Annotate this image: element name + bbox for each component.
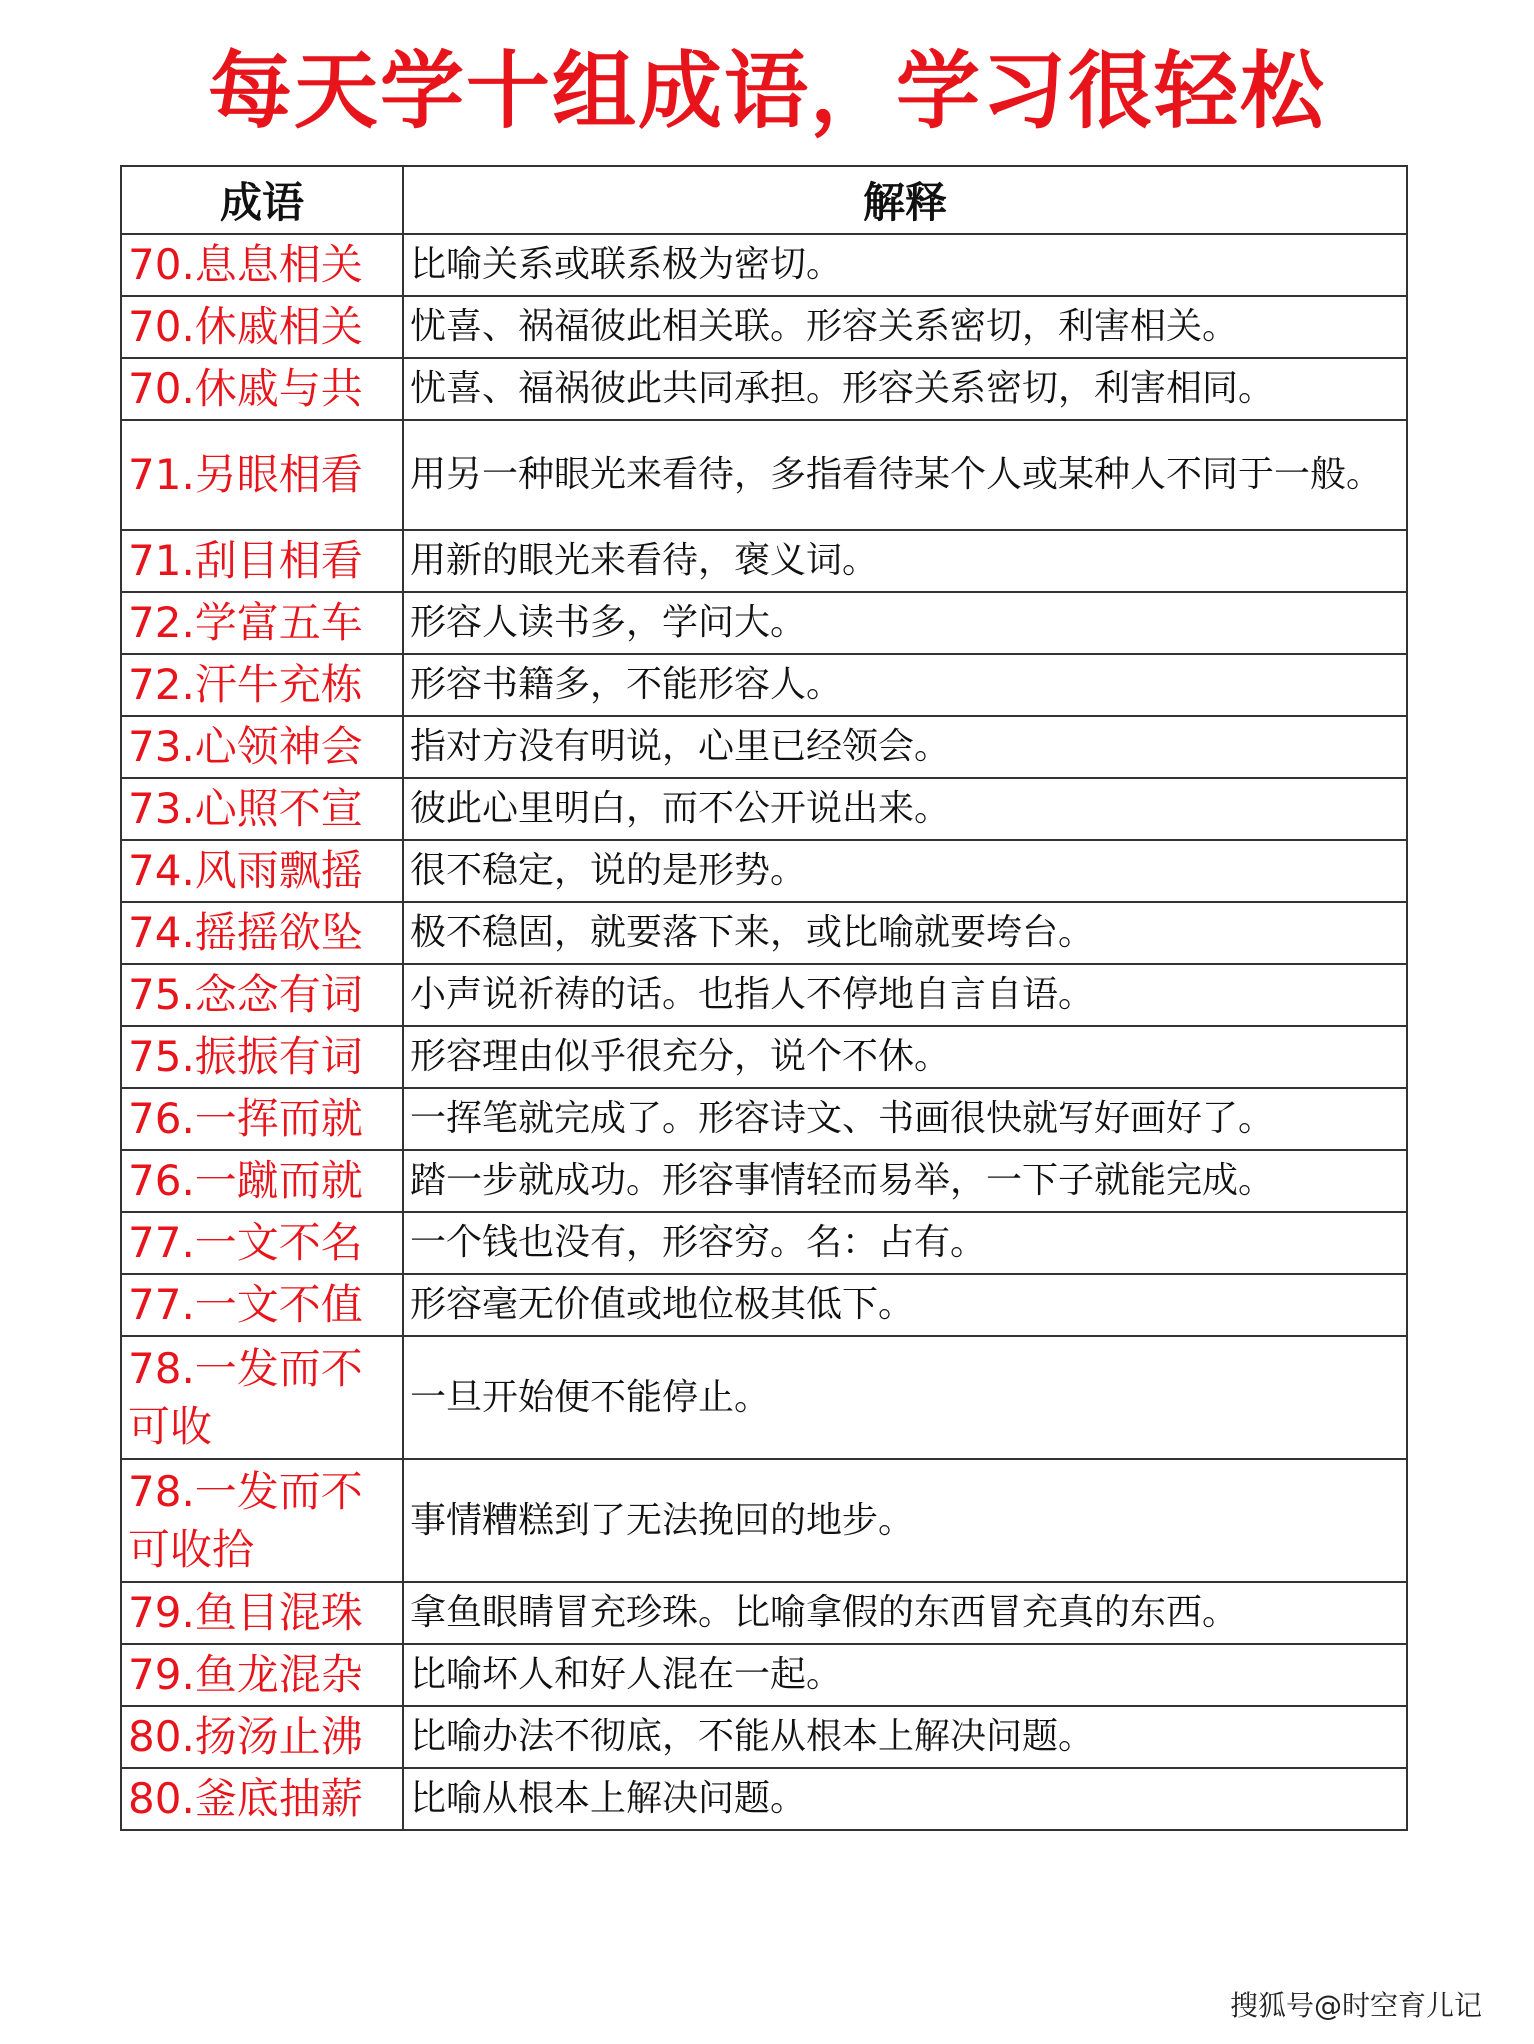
table-row [121,654,1407,716]
table-row [121,420,1407,530]
meaning-cell: 小声说祈祷的话。也指人不停地自言自语。 [403,964,1407,1026]
table-row [121,1088,1407,1150]
idiom-cell: 75.念念有词 [121,964,403,1026]
meaning-cell: 比喻关系或联系极为密切。 [403,234,1407,296]
meaning-cell: 用另一种眼光来看待，多指看待某个人或某种人不同于一般。 [403,420,1407,530]
idiom-cell: 74.摇摇欲坠 [121,902,403,964]
table-row [121,1582,1407,1644]
idiom-cell: 78.一发而不可收 [121,1336,403,1459]
meaning-cell: 很不稳定，说的是形势。 [403,840,1407,902]
meaning-cell: 彼此心里明白，而不公开说出来。 [403,778,1407,840]
meaning-cell: 比喻从根本上解决问题。 [403,1768,1407,1830]
idiom-cell: 80.釜底抽薪 [121,1768,403,1830]
table-row [121,530,1407,592]
table-row [121,1026,1407,1088]
meaning-cell: 比喻坏人和好人混在一起。 [403,1644,1407,1706]
idiom-cell: 80.扬汤止沸 [121,1706,403,1768]
table-row [121,1459,1407,1582]
idiom-cell: 77.一文不值 [121,1274,403,1336]
table-row [121,964,1407,1026]
idiom-cell: 71.另眼相看 [121,420,403,530]
table-row [121,1212,1407,1274]
table-row [121,840,1407,902]
column-header-meaning: 解释 [403,166,1407,234]
idiom-cell: 76.一挥而就 [121,1088,403,1150]
table-row [121,716,1407,778]
meaning-cell: 指对方没有明说，心里已经领会。 [403,716,1407,778]
meaning-cell: 踏一步就成功。形容事情轻而易举，一下子就能完成。 [403,1150,1407,1212]
meaning-cell: 拿鱼眼睛冒充珍珠。比喻拿假的东西冒充真的东西。 [403,1582,1407,1644]
table-row [121,1150,1407,1212]
idiom-cell: 73.心领神会 [121,716,403,778]
idiom-cell: 75.振振有词 [121,1026,403,1088]
column-header-idiom: 成语 [121,166,403,234]
idiom-cell: 71.刮目相看 [121,530,403,592]
idiom-cell: 70.息息相关 [121,234,403,296]
table-row [121,358,1407,420]
table-row [121,1768,1407,1830]
meaning-cell: 忧喜、祸福彼此相关联。形容关系密切，利害相关。 [403,296,1407,358]
idiom-cell: 72.汗牛充栋 [121,654,403,716]
idiom-cell: 73.心照不宣 [121,778,403,840]
idiom-cell: 78.一发而不可收拾 [121,1459,403,1582]
idiom-cell: 79.鱼目混珠 [121,1582,403,1644]
meaning-cell: 一旦开始便不能停止。 [403,1336,1407,1459]
idiom-cell: 70.休戚与共 [121,358,403,420]
meaning-cell: 极不稳固，就要落下来，或比喻就要垮台。 [403,902,1407,964]
table-row [121,1336,1407,1459]
table-row [121,234,1407,296]
table-row [121,592,1407,654]
table-header-row [121,166,1407,234]
page-title: 每天学十组成语，学习很轻松 [207,42,1326,140]
idiom-cell: 77.一文不名 [121,1212,403,1274]
meaning-cell: 形容理由似乎很充分，说个不休。 [403,1026,1407,1088]
idiom-table [120,165,1408,1831]
table-row [121,1706,1407,1768]
table-row [121,1274,1407,1336]
meaning-cell: 事情糟糕到了无法挽回的地步。 [403,1459,1407,1582]
meaning-cell: 比喻办法不彻底，不能从根本上解决问题。 [403,1706,1407,1768]
idiom-cell: 79.鱼龙混杂 [121,1644,403,1706]
watermark: 搜狐号@时空育儿记 [1229,1989,1482,2022]
meaning-cell: 忧喜、福祸彼此共同承担。形容关系密切，利害相同。 [403,358,1407,420]
table-row [121,296,1407,358]
meaning-cell: 用新的眼光来看待，褒义词。 [403,530,1407,592]
table-row [121,1644,1407,1706]
idiom-cell: 72.学富五车 [121,592,403,654]
meaning-cell: 一个钱也没有，形容穷。名：占有。 [403,1212,1407,1274]
meaning-cell: 形容书籍多，不能形容人。 [403,654,1407,716]
table-row [121,902,1407,964]
meaning-cell: 形容人读书多，学问大。 [403,592,1407,654]
meaning-cell: 一挥笔就完成了。形容诗文、书画很快就写好画好了。 [403,1088,1407,1150]
table-row [121,778,1407,840]
idiom-cell: 70.休戚相关 [121,296,403,358]
meaning-cell: 形容毫无价值或地位极其低下。 [403,1274,1407,1336]
idiom-cell: 76.一蹴而就 [121,1150,403,1212]
idiom-cell: 74.风雨飘摇 [121,840,403,902]
